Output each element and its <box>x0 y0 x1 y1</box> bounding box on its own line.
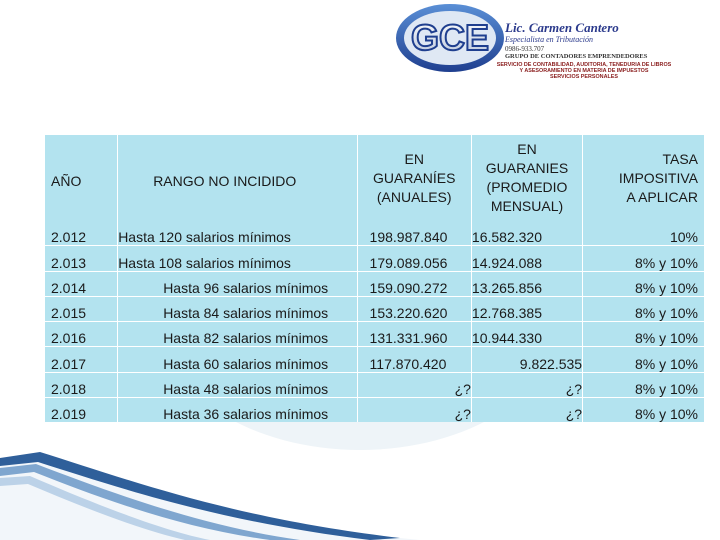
cell-range: Hasta 84 salarios mínimos <box>118 296 357 321</box>
header-rate <box>583 135 704 221</box>
cell-range: Hasta 96 salarios mínimos <box>118 271 357 296</box>
decorative-swoosh <box>0 440 420 540</box>
cell-annual: 198.987.840 <box>357 221 471 246</box>
logo-services <box>474 62 694 81</box>
table-row <box>45 372 704 397</box>
cell-year: 2.013 <box>45 246 118 271</box>
header-monthly-line: (PROMEDIO <box>486 179 568 195</box>
cell-year: 2.015 <box>45 296 118 321</box>
cell-monthly: ¿? <box>471 398 582 423</box>
cell-year: 2.016 <box>45 322 118 347</box>
table-row <box>45 246 704 271</box>
tax-table <box>45 135 704 422</box>
services-line: Y ASESORAMIENTO EN MATERIA DE IMPUESTOS <box>519 68 649 75</box>
cell-rate: 8% y 10% <box>583 347 704 372</box>
header-annual-line: EN <box>404 150 424 167</box>
cell-monthly: 9.822.535 <box>471 347 582 372</box>
cell-annual: 179.089.056 <box>357 246 471 271</box>
services-line: SERVICIO DE CONTABILIDAD, AUDITORIA, TENEDURIA DE LIBROS <box>496 62 672 68</box>
table-row <box>45 296 704 321</box>
header-rate-line: A APLICAR <box>626 188 698 205</box>
cell-rate: 8% y 10% <box>583 271 704 296</box>
cell-range: Hasta 48 salarios mínimos <box>118 372 357 397</box>
cell-annual: ¿? <box>357 372 471 397</box>
cell-rate: 8% y 10% <box>583 372 704 397</box>
cell-range: Hasta 120 salarios mínimos <box>118 221 357 246</box>
logo-mark: GCE <box>410 17 490 58</box>
cell-year: 2.019 <box>45 398 118 423</box>
cell-range: Hasta 36 salarios mínimos <box>118 398 357 423</box>
cell-annual: 159.090.272 <box>357 271 471 296</box>
header-range: RANGO NO INCIDIDO <box>118 135 357 221</box>
header-rate-line: IMPOSITIVA <box>618 169 698 186</box>
cell-rate: 8% y 10% <box>583 296 704 321</box>
cell-rate: 8% y 10% <box>583 398 704 423</box>
cell-monthly: 14.924.088 <box>471 246 582 271</box>
cell-range: Hasta 108 salarios mínimos <box>118 246 357 271</box>
cell-year: 2.017 <box>45 347 118 372</box>
table-row <box>45 221 704 246</box>
cell-monthly: 13.265.856 <box>471 271 582 296</box>
header-monthly-line: MENSUAL) <box>490 198 564 214</box>
header-annual-line: (ANUALES) <box>376 188 452 205</box>
logo-name: Lic. Carmen Cantero <box>505 20 619 35</box>
cell-year: 2.018 <box>45 372 118 397</box>
logo-role: Especialista en Tributación <box>505 35 593 44</box>
cell-range: Hasta 82 salarios mínimos <box>118 322 357 347</box>
header-monthly-line: GUARANIES <box>485 160 569 176</box>
table-header-row <box>45 135 704 221</box>
services-line: SERVICIOS PERSONALES <box>550 74 618 81</box>
table-row <box>45 347 704 372</box>
header-monthly-line: EN <box>517 141 537 157</box>
cell-year: 2.014 <box>45 271 118 296</box>
header-year: AÑO <box>45 135 118 221</box>
logo-group: GRUPO DE CONTADORES EMPRENDEDORES <box>505 53 648 60</box>
cell-annual: 153.220.620 <box>357 296 471 321</box>
cell-monthly: ¿? <box>471 372 582 397</box>
table-row <box>45 322 704 347</box>
header-annual <box>357 135 471 221</box>
table-row <box>45 271 704 296</box>
cell-annual: 117.870.420 <box>357 347 471 372</box>
header-annual-line: GUARANÍES <box>372 169 456 186</box>
cell-range: Hasta 60 salarios mínimos <box>118 347 357 372</box>
cell-rate: 10% <box>583 221 704 246</box>
cell-monthly: 16.582.320 <box>471 221 582 246</box>
cell-annual: 131.331.960 <box>357 322 471 347</box>
header-rate-line: TASA <box>662 150 698 167</box>
cell-monthly: 10.944.330 <box>471 322 582 347</box>
cell-rate: 8% y 10% <box>583 322 704 347</box>
cell-monthly: 12.768.385 <box>471 296 582 321</box>
header-monthly <box>471 135 582 221</box>
cell-rate: 8% y 10% <box>583 246 704 271</box>
cell-annual: ¿? <box>357 398 471 423</box>
logo-phone: 0986-933.707 <box>505 45 545 53</box>
table-row <box>45 398 704 423</box>
logo-text <box>505 20 647 60</box>
cell-year: 2.012 <box>45 221 118 246</box>
